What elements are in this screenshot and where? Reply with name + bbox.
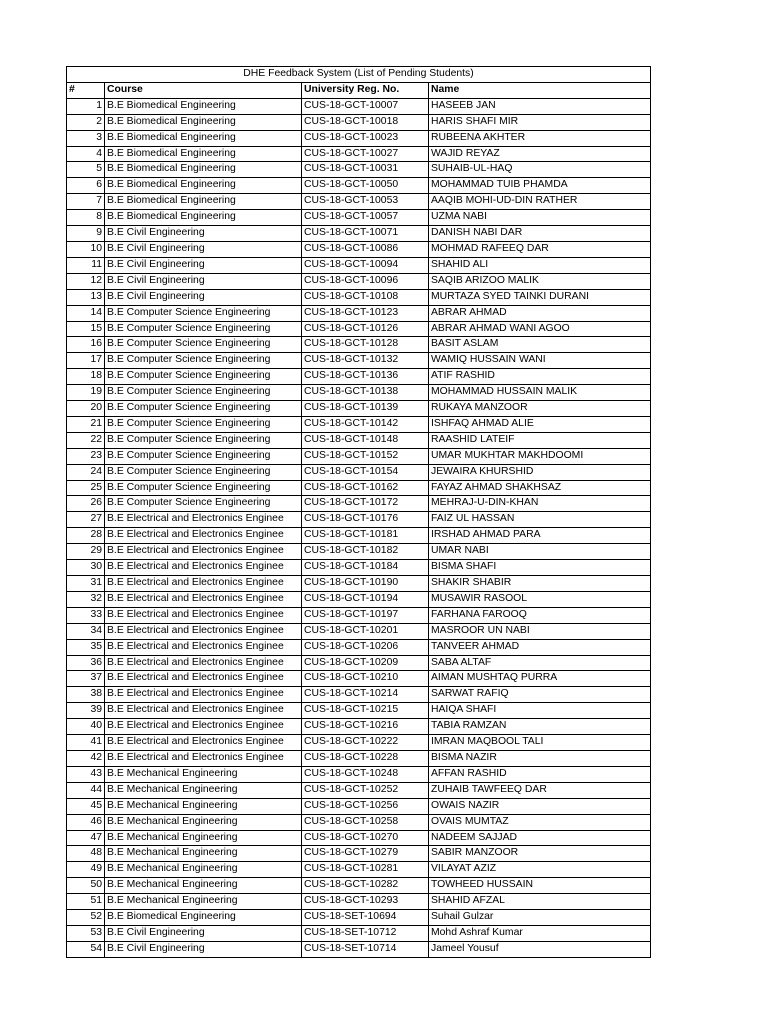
row-number: 2 bbox=[67, 114, 105, 130]
course-cell: B.E Electrical and Electronics Enginee bbox=[105, 528, 302, 544]
table-row bbox=[67, 894, 651, 910]
course-cell: B.E Electrical and Electronics Enginee bbox=[105, 623, 302, 639]
course-cell: B.E Computer Science Engineering bbox=[105, 369, 302, 385]
table-row bbox=[67, 703, 651, 719]
name-cell: AIMAN MUSHTAQ PURRA bbox=[429, 671, 651, 687]
row-number: 28 bbox=[67, 528, 105, 544]
course-cell: B.E Electrical and Electronics Enginee bbox=[105, 512, 302, 528]
row-number: 18 bbox=[67, 369, 105, 385]
table-row bbox=[67, 719, 651, 735]
row-number: 19 bbox=[67, 385, 105, 401]
title-row bbox=[67, 67, 651, 83]
table-row bbox=[67, 114, 651, 130]
name-cell: IMRAN MAQBOOL TALI bbox=[429, 735, 651, 751]
table-row bbox=[67, 241, 651, 257]
course-cell: B.E Computer Science Engineering bbox=[105, 416, 302, 432]
row-number: 27 bbox=[67, 512, 105, 528]
column-header-course: Course bbox=[105, 82, 302, 98]
name-cell: Mohd Ashraf Kumar bbox=[429, 925, 651, 941]
row-number: 53 bbox=[67, 925, 105, 941]
row-number: 14 bbox=[67, 305, 105, 321]
course-cell: B.E Computer Science Engineering bbox=[105, 305, 302, 321]
name-cell: BISMA NAZIR bbox=[429, 750, 651, 766]
course-cell: B.E Computer Science Engineering bbox=[105, 337, 302, 353]
name-cell: UMAR MUKHTAR MAKHDOOMI bbox=[429, 448, 651, 464]
table-row bbox=[67, 639, 651, 655]
name-cell: IRSHAD AHMAD PARA bbox=[429, 528, 651, 544]
row-number: 48 bbox=[67, 846, 105, 862]
row-number: 38 bbox=[67, 687, 105, 703]
row-number: 31 bbox=[67, 576, 105, 592]
table-row bbox=[67, 98, 651, 114]
reg-no-cell: CUS-18-GCT-10094 bbox=[302, 257, 429, 273]
name-cell: HARIS SHAFI MIR bbox=[429, 114, 651, 130]
table-row bbox=[67, 210, 651, 226]
name-cell: HAIQA SHAFI bbox=[429, 703, 651, 719]
row-number: 11 bbox=[67, 257, 105, 273]
table-row bbox=[67, 766, 651, 782]
row-number: 21 bbox=[67, 416, 105, 432]
name-cell: MASROOR UN NABI bbox=[429, 623, 651, 639]
table-row bbox=[67, 432, 651, 448]
reg-no-cell: CUS-18-GCT-10136 bbox=[302, 369, 429, 385]
table-row bbox=[67, 910, 651, 926]
name-cell: SHAHID AFZAL bbox=[429, 894, 651, 910]
name-cell: TABIA RAMZAN bbox=[429, 719, 651, 735]
reg-no-cell: CUS-18-GCT-10053 bbox=[302, 194, 429, 210]
reg-no-cell: CUS-18-GCT-10050 bbox=[302, 178, 429, 194]
reg-no-cell: CUS-18-GCT-10293 bbox=[302, 894, 429, 910]
name-cell: FARHANA FAROOQ bbox=[429, 607, 651, 623]
table-row bbox=[67, 798, 651, 814]
course-cell: B.E Computer Science Engineering bbox=[105, 464, 302, 480]
table-row bbox=[67, 257, 651, 273]
name-cell: BISMA SHAFI bbox=[429, 560, 651, 576]
reg-no-cell: CUS-18-GCT-10123 bbox=[302, 305, 429, 321]
row-number: 46 bbox=[67, 814, 105, 830]
table-row bbox=[67, 750, 651, 766]
reg-no-cell: CUS-18-GCT-10248 bbox=[302, 766, 429, 782]
name-cell: FAYAZ AHMAD SHAKHSAZ bbox=[429, 480, 651, 496]
name-cell: ATIF RASHID bbox=[429, 369, 651, 385]
table-row bbox=[67, 305, 651, 321]
course-cell: B.E Computer Science Engineering bbox=[105, 321, 302, 337]
reg-no-cell: CUS-18-GCT-10279 bbox=[302, 846, 429, 862]
reg-no-cell: CUS-18-GCT-10162 bbox=[302, 480, 429, 496]
row-number: 47 bbox=[67, 830, 105, 846]
course-cell: B.E Electrical and Electronics Enginee bbox=[105, 719, 302, 735]
table-row bbox=[67, 337, 651, 353]
name-cell: TOWHEED HUSSAIN bbox=[429, 878, 651, 894]
course-cell: B.E Biomedical Engineering bbox=[105, 194, 302, 210]
row-number: 39 bbox=[67, 703, 105, 719]
table-row bbox=[67, 830, 651, 846]
name-cell: MURTAZA SYED TAINKI DURANI bbox=[429, 289, 651, 305]
course-cell: B.E Electrical and Electronics Enginee bbox=[105, 703, 302, 719]
name-cell: MOHAMMAD HUSSAIN MALIK bbox=[429, 385, 651, 401]
table-row bbox=[67, 814, 651, 830]
reg-no-cell: CUS-18-GCT-10216 bbox=[302, 719, 429, 735]
table-row bbox=[67, 480, 651, 496]
table-row bbox=[67, 671, 651, 687]
row-number: 41 bbox=[67, 735, 105, 751]
course-cell: B.E Electrical and Electronics Enginee bbox=[105, 687, 302, 703]
reg-no-cell: CUS-18-GCT-10172 bbox=[302, 496, 429, 512]
table-row bbox=[67, 162, 651, 178]
row-number: 15 bbox=[67, 321, 105, 337]
reg-no-cell: CUS-18-GCT-10281 bbox=[302, 862, 429, 878]
row-number: 8 bbox=[67, 210, 105, 226]
reg-no-cell: CUS-18-GCT-10182 bbox=[302, 544, 429, 560]
table-row bbox=[67, 401, 651, 417]
reg-no-cell: CUS-18-SET-10714 bbox=[302, 941, 429, 957]
row-number: 5 bbox=[67, 162, 105, 178]
reg-no-cell: CUS-18-GCT-10096 bbox=[302, 273, 429, 289]
row-number: 32 bbox=[67, 591, 105, 607]
reg-no-cell: CUS-18-GCT-10190 bbox=[302, 576, 429, 592]
course-cell: B.E Mechanical Engineering bbox=[105, 846, 302, 862]
table-row bbox=[67, 385, 651, 401]
reg-no-cell: CUS-18-GCT-10132 bbox=[302, 353, 429, 369]
row-number: 26 bbox=[67, 496, 105, 512]
name-cell: UZMA NABI bbox=[429, 210, 651, 226]
course-cell: B.E Biomedical Engineering bbox=[105, 98, 302, 114]
table-row bbox=[67, 941, 651, 957]
table-row bbox=[67, 194, 651, 210]
course-cell: B.E Biomedical Engineering bbox=[105, 162, 302, 178]
name-cell: SAQIB ARIZOO MALIK bbox=[429, 273, 651, 289]
course-cell: B.E Biomedical Engineering bbox=[105, 210, 302, 226]
table-row bbox=[67, 560, 651, 576]
row-number: 54 bbox=[67, 941, 105, 957]
pending-students-table bbox=[66, 66, 651, 958]
reg-no-cell: CUS-18-GCT-10214 bbox=[302, 687, 429, 703]
row-number: 35 bbox=[67, 639, 105, 655]
table-row bbox=[67, 925, 651, 941]
course-cell: B.E Electrical and Electronics Enginee bbox=[105, 591, 302, 607]
course-cell: B.E Mechanical Engineering bbox=[105, 814, 302, 830]
table-row bbox=[67, 607, 651, 623]
name-cell: NADEEM SAJJAD bbox=[429, 830, 651, 846]
name-cell: AAQIB MOHI-UD-DIN RATHER bbox=[429, 194, 651, 210]
name-cell: SHAKIR SHABIR bbox=[429, 576, 651, 592]
table-row bbox=[67, 687, 651, 703]
name-cell: RUBEENA AKHTER bbox=[429, 130, 651, 146]
course-cell: B.E Computer Science Engineering bbox=[105, 401, 302, 417]
table-row bbox=[67, 321, 651, 337]
course-cell: B.E Computer Science Engineering bbox=[105, 353, 302, 369]
name-cell: ISHFAQ AHMAD ALIE bbox=[429, 416, 651, 432]
course-cell: B.E Civil Engineering bbox=[105, 941, 302, 957]
name-cell: MOHMAD RAFEEQ DAR bbox=[429, 241, 651, 257]
course-cell: B.E Electrical and Electronics Enginee bbox=[105, 671, 302, 687]
table-row bbox=[67, 146, 651, 162]
name-cell: AFFAN RASHID bbox=[429, 766, 651, 782]
reg-no-cell: CUS-18-GCT-10027 bbox=[302, 146, 429, 162]
row-number: 30 bbox=[67, 560, 105, 576]
row-number: 49 bbox=[67, 862, 105, 878]
course-cell: B.E Mechanical Engineering bbox=[105, 766, 302, 782]
name-cell: RUKAYA MANZOOR bbox=[429, 401, 651, 417]
course-cell: B.E Civil Engineering bbox=[105, 257, 302, 273]
reg-no-cell: CUS-18-GCT-10128 bbox=[302, 337, 429, 353]
course-cell: B.E Mechanical Engineering bbox=[105, 894, 302, 910]
course-cell: B.E Civil Engineering bbox=[105, 925, 302, 941]
course-cell: B.E Electrical and Electronics Enginee bbox=[105, 735, 302, 751]
reg-no-cell: CUS-18-GCT-10181 bbox=[302, 528, 429, 544]
name-cell: OWAIS NAZIR bbox=[429, 798, 651, 814]
row-number: 33 bbox=[67, 607, 105, 623]
name-cell: WAJID REYAZ bbox=[429, 146, 651, 162]
course-cell: B.E Mechanical Engineering bbox=[105, 798, 302, 814]
name-cell: WAMIQ HUSSAIN WANI bbox=[429, 353, 651, 369]
reg-no-cell: CUS-18-GCT-10176 bbox=[302, 512, 429, 528]
table-row bbox=[67, 496, 651, 512]
name-cell: Jameel Yousuf bbox=[429, 941, 651, 957]
name-cell: JEWAIRA KHURSHID bbox=[429, 464, 651, 480]
name-cell: TANVEER AHMAD bbox=[429, 639, 651, 655]
row-number: 23 bbox=[67, 448, 105, 464]
name-cell: SHAHID ALI bbox=[429, 257, 651, 273]
reg-no-cell: CUS-18-GCT-10071 bbox=[302, 226, 429, 242]
name-cell: SABIR MANZOOR bbox=[429, 846, 651, 862]
name-cell: FAIZ UL HASSAN bbox=[429, 512, 651, 528]
row-number: 3 bbox=[67, 130, 105, 146]
table-row bbox=[67, 735, 651, 751]
row-number: 10 bbox=[67, 241, 105, 257]
table-row bbox=[67, 178, 651, 194]
course-cell: B.E Electrical and Electronics Enginee bbox=[105, 607, 302, 623]
reg-no-cell: CUS-18-GCT-10184 bbox=[302, 560, 429, 576]
row-number: 50 bbox=[67, 878, 105, 894]
course-cell: B.E Computer Science Engineering bbox=[105, 448, 302, 464]
course-cell: B.E Mechanical Engineering bbox=[105, 878, 302, 894]
course-cell: B.E Computer Science Engineering bbox=[105, 385, 302, 401]
row-number: 7 bbox=[67, 194, 105, 210]
table-row bbox=[67, 226, 651, 242]
table-row bbox=[67, 512, 651, 528]
row-number: 17 bbox=[67, 353, 105, 369]
name-cell: ZUHAIB TAWFEEQ DAR bbox=[429, 782, 651, 798]
row-number: 51 bbox=[67, 894, 105, 910]
row-number: 43 bbox=[67, 766, 105, 782]
table-row bbox=[67, 448, 651, 464]
reg-no-cell: CUS-18-GCT-10031 bbox=[302, 162, 429, 178]
table-title: DHE Feedback System (List of Pending Students) bbox=[67, 67, 651, 83]
table-row bbox=[67, 369, 651, 385]
table-row bbox=[67, 289, 651, 305]
row-number: 25 bbox=[67, 480, 105, 496]
row-number: 42 bbox=[67, 750, 105, 766]
table-row bbox=[67, 878, 651, 894]
row-number: 36 bbox=[67, 655, 105, 671]
name-cell: UMAR NABI bbox=[429, 544, 651, 560]
reg-no-cell: CUS-18-GCT-10215 bbox=[302, 703, 429, 719]
name-cell: SUHAIB-UL-HAQ bbox=[429, 162, 651, 178]
table-row bbox=[67, 591, 651, 607]
table-row bbox=[67, 528, 651, 544]
row-number: 13 bbox=[67, 289, 105, 305]
table-row bbox=[67, 623, 651, 639]
row-number: 4 bbox=[67, 146, 105, 162]
name-cell: MOHAMMAD TUIB PHAMDA bbox=[429, 178, 651, 194]
row-number: 22 bbox=[67, 432, 105, 448]
row-number: 52 bbox=[67, 910, 105, 926]
course-cell: B.E Electrical and Electronics Enginee bbox=[105, 655, 302, 671]
name-cell: HASEEB JAN bbox=[429, 98, 651, 114]
row-number: 40 bbox=[67, 719, 105, 735]
header-row bbox=[67, 82, 651, 98]
reg-no-cell: CUS-18-SET-10712 bbox=[302, 925, 429, 941]
reg-no-cell: CUS-18-GCT-10270 bbox=[302, 830, 429, 846]
name-cell: OVAIS MUMTAZ bbox=[429, 814, 651, 830]
course-cell: B.E Biomedical Engineering bbox=[105, 178, 302, 194]
table-row bbox=[67, 862, 651, 878]
reg-no-cell: CUS-18-GCT-10139 bbox=[302, 401, 429, 417]
course-cell: B.E Civil Engineering bbox=[105, 241, 302, 257]
reg-no-cell: CUS-18-GCT-10282 bbox=[302, 878, 429, 894]
name-cell: MEHRAJ-U-DIN-KHAN bbox=[429, 496, 651, 512]
reg-no-cell: CUS-18-GCT-10197 bbox=[302, 607, 429, 623]
table-row bbox=[67, 130, 651, 146]
course-cell: B.E Biomedical Engineering bbox=[105, 910, 302, 926]
row-number: 20 bbox=[67, 401, 105, 417]
course-cell: B.E Civil Engineering bbox=[105, 273, 302, 289]
row-number: 9 bbox=[67, 226, 105, 242]
table-row bbox=[67, 544, 651, 560]
reg-no-cell: CUS-18-GCT-10194 bbox=[302, 591, 429, 607]
course-cell: B.E Computer Science Engineering bbox=[105, 480, 302, 496]
course-cell: B.E Computer Science Engineering bbox=[105, 432, 302, 448]
column-header-name: Name bbox=[429, 82, 651, 98]
table-row bbox=[67, 846, 651, 862]
reg-no-cell: CUS-18-GCT-10138 bbox=[302, 385, 429, 401]
reg-no-cell: CUS-18-GCT-10206 bbox=[302, 639, 429, 655]
row-number: 44 bbox=[67, 782, 105, 798]
row-number: 6 bbox=[67, 178, 105, 194]
reg-no-cell: CUS-18-GCT-10228 bbox=[302, 750, 429, 766]
course-cell: B.E Computer Science Engineering bbox=[105, 496, 302, 512]
name-cell: BASIT ASLAM bbox=[429, 337, 651, 353]
course-cell: B.E Mechanical Engineering bbox=[105, 830, 302, 846]
reg-no-cell: CUS-18-GCT-10018 bbox=[302, 114, 429, 130]
reg-no-cell: CUS-18-GCT-10222 bbox=[302, 735, 429, 751]
column-header-reg-no: University Reg. No. bbox=[302, 82, 429, 98]
course-cell: B.E Electrical and Electronics Enginee bbox=[105, 560, 302, 576]
reg-no-cell: CUS-18-GCT-10154 bbox=[302, 464, 429, 480]
table-row bbox=[67, 782, 651, 798]
name-cell: VILAYAT AZIZ bbox=[429, 862, 651, 878]
course-cell: B.E Biomedical Engineering bbox=[105, 130, 302, 146]
row-number: 34 bbox=[67, 623, 105, 639]
table-row bbox=[67, 655, 651, 671]
name-cell: ABRAR AHMAD bbox=[429, 305, 651, 321]
row-number: 1 bbox=[67, 98, 105, 114]
reg-no-cell: CUS-18-GCT-10023 bbox=[302, 130, 429, 146]
reg-no-cell: CUS-18-GCT-10256 bbox=[302, 798, 429, 814]
column-header-number: # bbox=[67, 82, 105, 98]
table-row bbox=[67, 576, 651, 592]
course-cell: B.E Electrical and Electronics Enginee bbox=[105, 576, 302, 592]
name-cell: ABRAR AHMAD WANI AGOO bbox=[429, 321, 651, 337]
row-number: 45 bbox=[67, 798, 105, 814]
table-row bbox=[67, 353, 651, 369]
course-cell: B.E Electrical and Electronics Enginee bbox=[105, 639, 302, 655]
reg-no-cell: CUS-18-GCT-10126 bbox=[302, 321, 429, 337]
row-number: 24 bbox=[67, 464, 105, 480]
reg-no-cell: CUS-18-GCT-10209 bbox=[302, 655, 429, 671]
course-cell: B.E Biomedical Engineering bbox=[105, 146, 302, 162]
reg-no-cell: CUS-18-GCT-10148 bbox=[302, 432, 429, 448]
row-number: 12 bbox=[67, 273, 105, 289]
course-cell: B.E Mechanical Engineering bbox=[105, 782, 302, 798]
reg-no-cell: CUS-18-GCT-10057 bbox=[302, 210, 429, 226]
reg-no-cell: CUS-18-GCT-10108 bbox=[302, 289, 429, 305]
reg-no-cell: CUS-18-GCT-10152 bbox=[302, 448, 429, 464]
name-cell: SARWAT RAFIQ bbox=[429, 687, 651, 703]
reg-no-cell: CUS-18-GCT-10252 bbox=[302, 782, 429, 798]
reg-no-cell: CUS-18-SET-10694 bbox=[302, 910, 429, 926]
name-cell: RAASHID LATEIF bbox=[429, 432, 651, 448]
course-cell: B.E Civil Engineering bbox=[105, 289, 302, 305]
name-cell: DANISH NABI DAR bbox=[429, 226, 651, 242]
reg-no-cell: CUS-18-GCT-10201 bbox=[302, 623, 429, 639]
course-cell: B.E Electrical and Electronics Enginee bbox=[105, 544, 302, 560]
row-number: 29 bbox=[67, 544, 105, 560]
reg-no-cell: CUS-18-GCT-10210 bbox=[302, 671, 429, 687]
name-cell: Suhail Gulzar bbox=[429, 910, 651, 926]
name-cell: MUSAWIR RASOOL bbox=[429, 591, 651, 607]
reg-no-cell: CUS-18-GCT-10007 bbox=[302, 98, 429, 114]
reg-no-cell: CUS-18-GCT-10086 bbox=[302, 241, 429, 257]
table-row bbox=[67, 416, 651, 432]
table-row bbox=[67, 273, 651, 289]
course-cell: B.E Biomedical Engineering bbox=[105, 114, 302, 130]
course-cell: B.E Civil Engineering bbox=[105, 226, 302, 242]
row-number: 37 bbox=[67, 671, 105, 687]
table-row bbox=[67, 464, 651, 480]
course-cell: B.E Electrical and Electronics Enginee bbox=[105, 750, 302, 766]
name-cell: SABA ALTAF bbox=[429, 655, 651, 671]
table-body bbox=[67, 98, 651, 957]
reg-no-cell: CUS-18-GCT-10142 bbox=[302, 416, 429, 432]
course-cell: B.E Mechanical Engineering bbox=[105, 862, 302, 878]
row-number: 16 bbox=[67, 337, 105, 353]
reg-no-cell: CUS-18-GCT-10258 bbox=[302, 814, 429, 830]
